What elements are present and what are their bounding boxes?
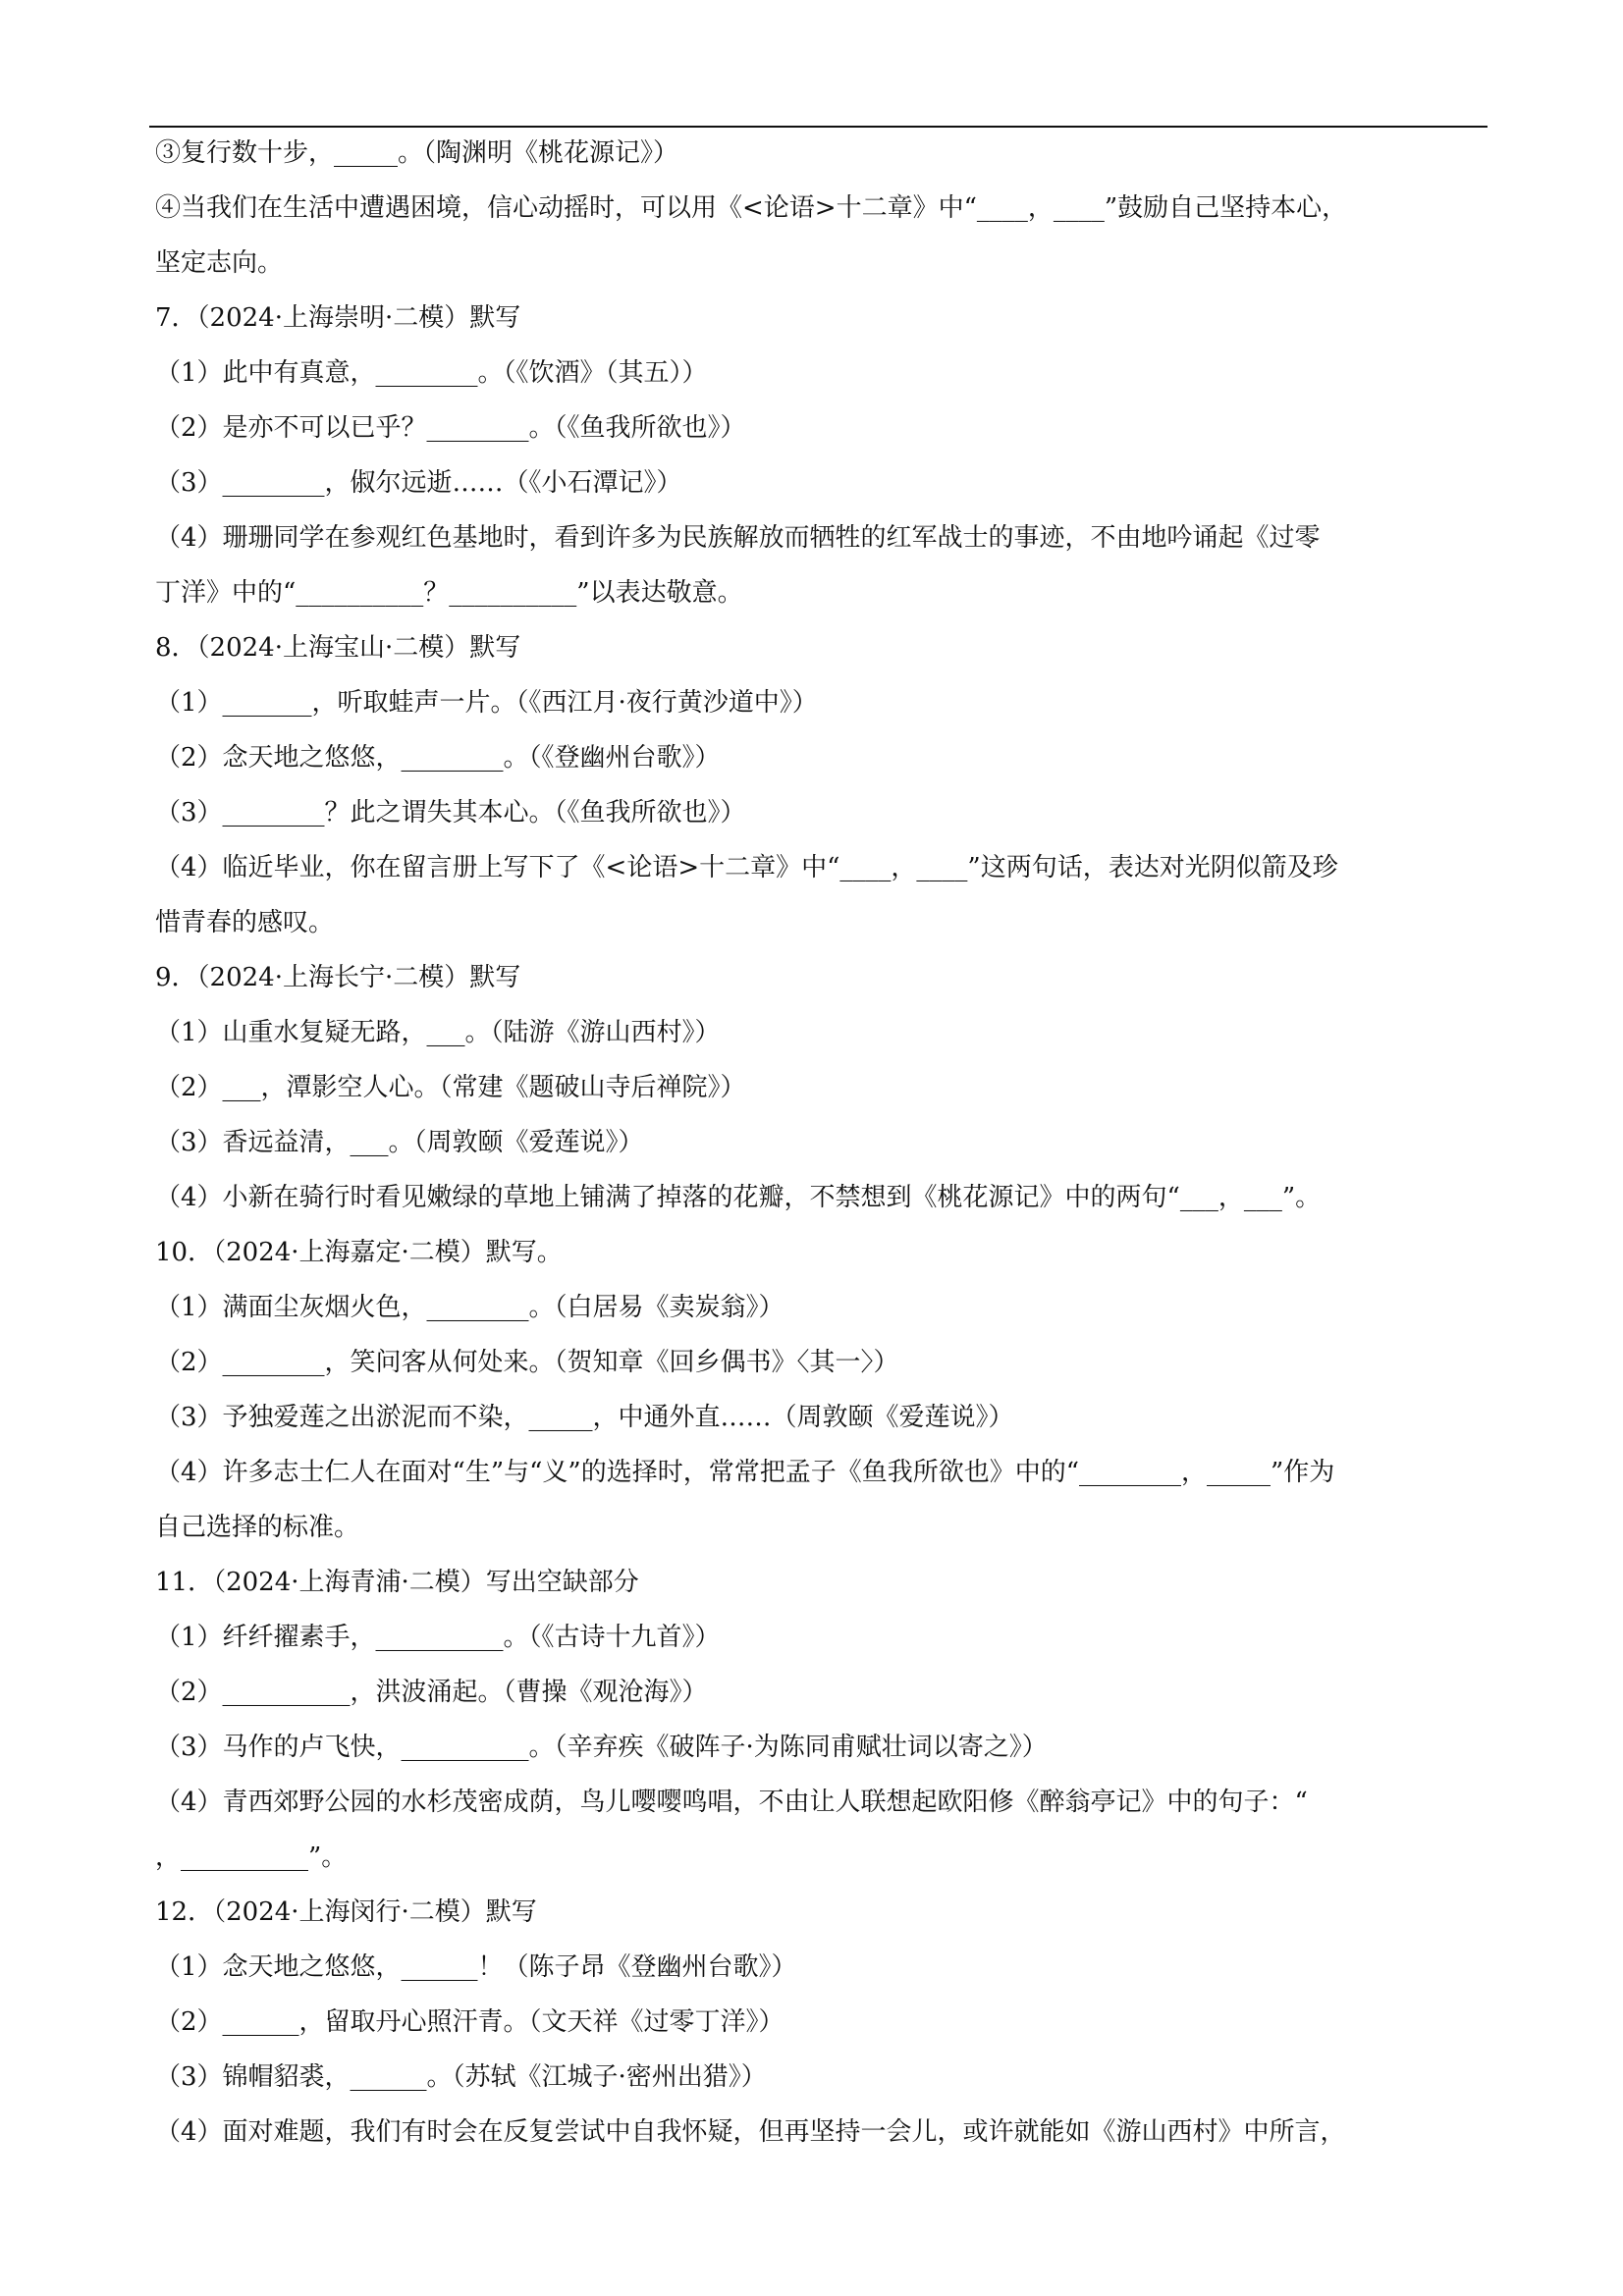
text-line: （4）临近毕业，你在留言册上写下了《<论语>十二章》中“____，____”这两句话，表达对光阴似箭及珍	[155, 853, 1338, 882]
question-heading: 7．（2024·上海崇明·二模）默写	[155, 303, 521, 333]
text-line: （1）此中有真意，________。（《饮酒》（其五））	[155, 358, 708, 388]
text-line: （1）念天地之悠悠，______！（陈子昂《登幽州台歌》）	[155, 1952, 797, 1982]
text-line: ④当我们在生活中遭遇困境，信心动摇时，可以用《<论语>十二章》中“____，____”鼓励自己坚持本心，	[155, 193, 1348, 223]
text-line: （2）______，留取丹心照汗青。（文天祥《过零丁洋》）	[155, 2007, 784, 2037]
text-line: 自己选择的标准。	[155, 1513, 360, 1542]
text-line: （1）满面尘灰烟火色，________。（白居易《卖炭翁》）	[155, 1293, 784, 1322]
text-line: （3）________？此之谓失其本心。（《鱼我所欲也》）	[155, 798, 746, 828]
text-line: （3）马作的卢飞快，__________。（辛弃疾《破阵子·为陈同甫赋壮词以寄之》）	[155, 1733, 1048, 1762]
text-line: （3）锦帽貂裘，______。（苏轼《江城子·密州出猎》）	[155, 2062, 767, 2092]
question-heading: 11．（2024·上海青浦·二模）写出空缺部分	[155, 1568, 639, 1597]
text-line: （2）是亦不可以已乎？________。（《鱼我所欲也》）	[155, 413, 746, 443]
question-heading: 8．（2024·上海宝山·二模）默写	[155, 633, 521, 663]
text-line: 坚定志向。	[155, 248, 284, 278]
page-content	[155, 126, 1483, 2160]
text-line: 丁洋》中的“__________？__________”以表达敬意。	[155, 578, 743, 608]
text-line: （2）________，笑问客从何处来。（贺知章《回乡偶书》〈其一〉）	[155, 1348, 899, 1377]
text-line: （2）__________，洪波涌起。（曹操《观沧海》）	[155, 1678, 708, 1707]
question-heading: 12．（2024·上海闵行·二模）默写	[155, 1897, 537, 1927]
question-heading: 10．（2024·上海嘉定·二模）默写。	[155, 1238, 563, 1267]
text-line: （1）_______，听取蛙声一片。（《西江月·夜行黄沙道中》）	[155, 688, 818, 718]
text-line: ③复行数十步，_____。（陶渊明《桃花源记》）	[155, 138, 679, 168]
text-line: ，__________”。	[155, 1842, 348, 1872]
text-line: （4）小新在骑行时看见嫩绿的草地上铺满了掉落的花瓣，不禁想到《桃花源记》中的两句“___，___”。	[155, 1183, 1322, 1212]
text-line: （3）________，俶尔远逝……（《小石潭记》）	[155, 468, 682, 498]
text-line: （4）许多志士仁人在面对“生”与“义”的选择时，常常把孟子《鱼我所欲也》中的“________，_____”作为	[155, 1458, 1335, 1487]
text-line: （3）香远益清，___。（周敦颐《爱莲说》）	[155, 1128, 644, 1157]
text-line: （2）念天地之悠悠，________。（《登幽州台歌》）	[155, 743, 721, 773]
text-line: （4）珊珊同学在参观红色基地时，看到许多为民族解放而牺牲的红军战士的事迹，不由地吟诵起《过零	[155, 523, 1321, 553]
text-line: （4）面对难题，我们有时会在反复尝试中自我怀疑，但再坚持一会儿，或许就能如《游山西村》中所言，	[155, 2117, 1346, 2147]
text-line: （1）纤纤擢素手，__________。（《古诗十九首》）	[155, 1623, 721, 1652]
text-line: 惜青春的感叹。	[155, 908, 335, 937]
text-line: （4）青西郊野公园的水杉茂密成荫，鸟儿嘤嘤鸣唱，不由让人联想起欧阳修《醉翁亭记》中的句子：“	[155, 1788, 1308, 1817]
question-heading: 9．（2024·上海长宁·二模）默写	[155, 963, 521, 992]
text-line: （1）山重水复疑无路，___。（陆游《游山西村》）	[155, 1018, 721, 1047]
text-line: （2）___，潭影空人心。（常建《题破山寺后禅院》）	[155, 1073, 746, 1102]
text-line: （3）予独爱莲之出淤泥而不染，_____，中通外直……（周敦颐《爱莲说》）	[155, 1403, 1014, 1432]
